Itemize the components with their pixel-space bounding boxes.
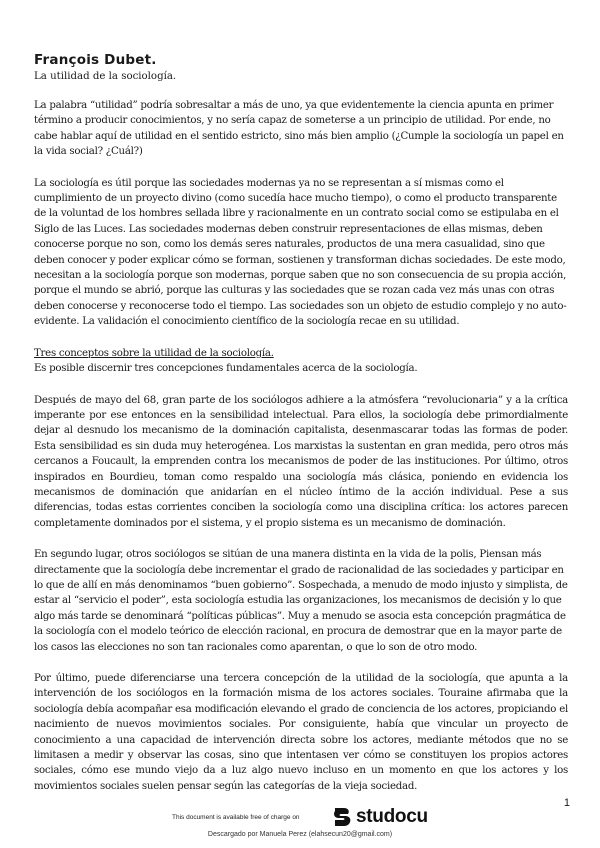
studocu-footer (0, 804, 600, 828)
available-on-text: This document is available free of charge on (172, 814, 300, 821)
second-concept-paragraph: En segundo lugar, otros sociólogos se sitúan de una manera distinta en la vida de la polis, Piensan más directamente que la sociología debe incrementar el grado de racionalidad de las sociedades y participar en lo que de allí en más denominamos “buen gobierno”. Sospechada, a menudo de modo injusto y simplista, de estar al “servicio el poder”, esta sociología estudia las organizaciones, los mecanismos de decisión y lo que algo más tarde se denominará “políticas públicas”. Muy a menudo se asocia esta concepción pragmática de la sociología con el modelo teórico de elección racional, en procura de demostrar que en la mayor parte de los casos las elecciones no son tan racionales como aparentan, o que lo son de otro modo. (34, 549, 568, 653)
first-concept-paragraph: Después de mayo del 68, gran parte de los sociólogos adhiere a la atmósfera “revolucionaria” y a la crítica imperante por ese entonces en la sensibilidad intelectual. Para ellos, la sociología debe primordialmente dejar al desnudo los mecanismo de la dominación capitalista, desenmascarar todas las formas de poder. Esta sensibilidad es sin duda muy heterogénea. Los marxistas la sustentan en gran medida, pero otros más cercanos a Foucault, la emprenden contra los mecanismos de poder de las instituciones. Por último, otros inspirados en Bourdieu, toman como respaldo una sociología más clásica, poniendo en evidencia los mecanismos de dominación que anidarían en el núcleo íntimo de la acción individual. Pese a sus diferencias, todas estas corrientes conciben la sociología como una disciplina crítica: los actores parecen completamente dominados por el sistema, y el propio sistema es un mecanismo de dominación. (34, 394, 568, 529)
downloaded-by-text: Descargado por Manuela Perez (elahsecun20@gmail.com) (207, 831, 393, 838)
third-concept-paragraph: Por último, puede diferenciarse una tercera concepción de la utilidad de la sociología, que apunta a la intervención de los sociólogos en la formación misma de los actores sociales. Touraine afirmaba que la sociología debía acompañar esa modificación elevando el grado de conciencia de los actores, propiciando el nacimiento de nuevos movimientos sociales. Por consiguiente, había que vincular un proyecto de conocimiento a una capacidad de intervención directa sobre los actores, mediante métodos que no se limitasen a medir y observar las cosas, sino que intentasen ver cómo se constituyen los propios actores sociales, cómo ese mundo viejo da a luz algo nuevo incluso en un momento en que los actores y los movimientos sociales suelen pensar según las categorías de la vieja sociedad. (34, 673, 568, 792)
document-body (34, 52, 568, 794)
body-paragraph: La sociología es útil porque las sociedades modernas ya no se representan a sí mismas como el cumplimiento de un proyecto divino (como sucedía hace mucho tiempo), o como el producto transparente de la voluntad de los hombres sellada libre y racionalmente en un contrato social como se estipulaba en el Siglo de las Luces. Las sociedades modernas deben construir representaciones de ellas mismas, deben conocerse porque no son, como los demás seres naturales, productos de una mera casualidad, sino que deben conocer y poder explicar cómo se forman, sostienen y transforman dichas sociedades. De este modo, necesitan a la sociología porque son modernas, porque saben que no son consecuencia de su propia acción, porque el mundo se abrió, porque las culturas y las sociedades que se rozan cada vez más unas con otras deben conocerse y reconocerse todo el tiempo. Las sociedades son un objeto de estudio complejo y no auto-evidente. La validación el conocimiento científico de la sociología recae en su utilidad. (34, 177, 567, 328)
page-number: 1 (563, 797, 570, 809)
intro-paragraph: La palabra “utilidad” podría sobresaltar a más de uno, ya que evidentemente la ciencia apunta en primer término a producir conocimientos, y no sería capaz de someterse a un principio de utilidad. Por ende, no cabe hablar aquí de utilidad en el sentido estricto, sino más bien amplio (¿Cumple la sociología un papel en la vida social? ¿Cuál?) (34, 100, 564, 158)
studocu-brand-text: studocu (356, 806, 428, 827)
section-intro: Es posible discernir tres concepciones fundamentales acerca de la sociología. (34, 363, 418, 375)
studocu-logo-icon (331, 806, 353, 828)
studocu-logo[interactable] (331, 806, 428, 828)
section-heading: Tres conceptos sobre la utilidad de la sociología. (34, 347, 274, 359)
document-subtitle: La utilidad de la sociología. (34, 71, 177, 82)
document-author: François Dubet. (34, 52, 157, 68)
